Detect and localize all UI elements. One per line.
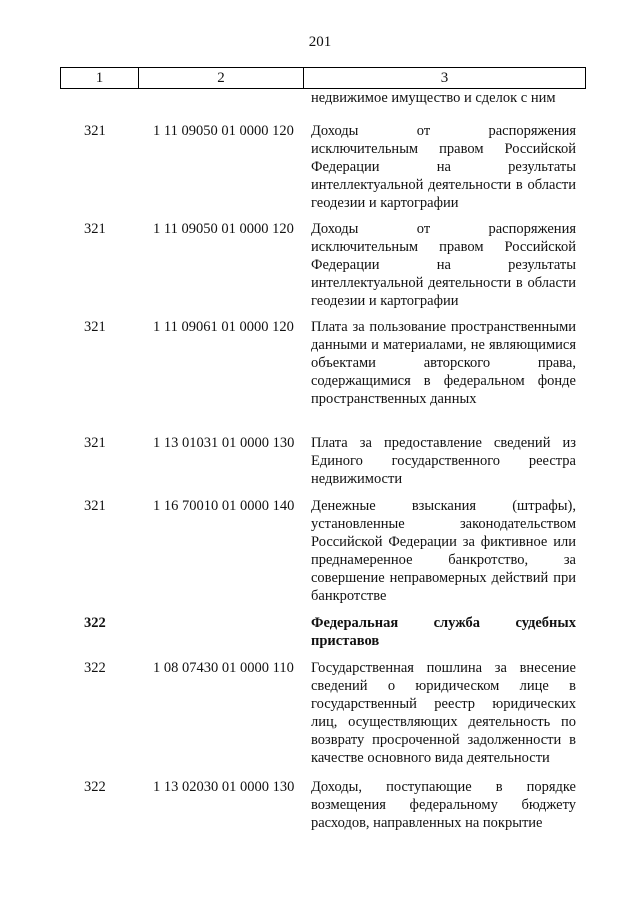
header-col-2: 2 [139, 68, 304, 88]
continuation-text: недвижимое имущество и сделок с ним [311, 90, 556, 106]
income-description: Доходы от распоряжения исключительным правом Российской Федерации на результаты интеллектуальной деятельности в области геодезии и картографии [311, 123, 576, 211]
income-description: Доходы, поступающие в порядке возмещения федеральному бюджету расходов, направленных на покрытие [311, 779, 576, 831]
income-description: Плата за пользование пространственными данными и материалами, не являющимися объектами авторского права, содержащимися в федеральном фонде пространственных данных [311, 319, 576, 407]
budget-code: 1 11 09050 01 0000 120 [153, 123, 294, 139]
header-col-1: 1 [61, 68, 139, 88]
page-number: 201 [308, 34, 332, 50]
budget-code: 1 11 09050 01 0000 120 [153, 221, 294, 237]
budget-code: 1 13 01031 01 0000 130 [153, 435, 295, 451]
income-description: Доходы от распоряжения исключительным правом Российской Федерации на результаты интеллектуальной деятельности в области геодезии и картографии [311, 221, 576, 309]
admin-code: 322 [84, 615, 106, 631]
budget-code: 1 11 09061 01 0000 120 [153, 319, 294, 335]
budget-code: 1 08 07430 01 0000 110 [153, 660, 294, 676]
admin-code: 322 [84, 779, 106, 795]
income-description: Государственная пошлина за внесение сведений о юридическом лице в государственный реестр юридических лиц, осуществляющих деятельность по возврату просроченной задолженности в качестве основного вида деятельности [311, 660, 576, 766]
admin-code: 321 [84, 221, 106, 237]
table-header [60, 67, 586, 89]
section-title: Федеральная служба судебных приставов [311, 615, 576, 649]
budget-code: 1 16 70010 01 0000 140 [153, 498, 295, 514]
admin-code: 321 [84, 498, 106, 514]
income-description: Плата за предоставление сведений из Единого государственного реестра недвижимости [311, 435, 576, 487]
admin-code: 321 [84, 435, 106, 451]
budget-code: 1 13 02030 01 0000 130 [153, 779, 295, 795]
admin-code: 321 [84, 319, 106, 335]
admin-code: 321 [84, 123, 106, 139]
header-col-3: 3 [440, 70, 449, 86]
admin-code: 322 [84, 660, 106, 676]
income-description: Денежные взыскания (штрафы), установленные законодательством Российской Федерации за фиктивное или преднамеренное банкротство, за совершение неправомерных действий при банкротстве [311, 498, 576, 604]
